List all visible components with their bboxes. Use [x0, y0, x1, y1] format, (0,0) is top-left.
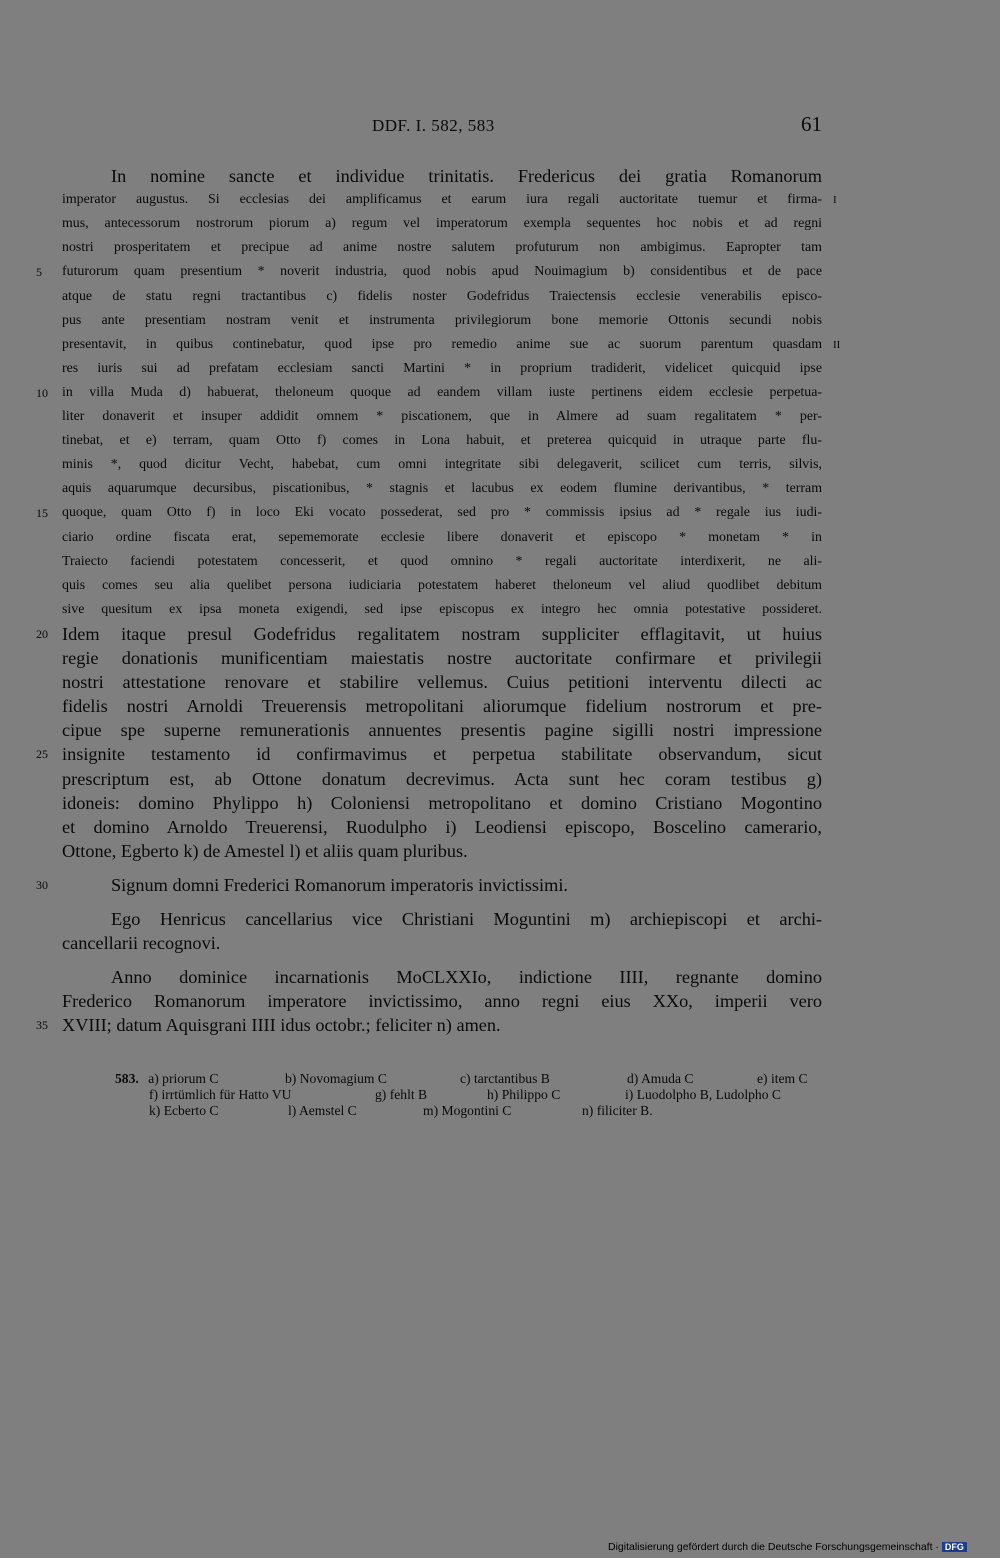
text-line: liter donaverit et insuper addidit omnem * piscationem, que in Almere ad suam regalitatem * per-: [62, 409, 822, 424]
margin-marker: I: [833, 194, 837, 207]
text-line: fidelis nostri Arnoldi Treuerensis metropolitani aliorumque fidelium nostrorum et pre-: [62, 696, 822, 717]
footnote-item: h) Philippo C: [487, 1087, 561, 1102]
footnote-item: n) filiciter B.: [582, 1103, 653, 1118]
footnote-row-1: [115, 1071, 827, 1087]
text-line: futurorum quam presentium * noverit industria, quod nobis apud Nouimagium b) considentibus et de pace: [62, 264, 822, 280]
text-line: Ego Henricus cancellarius vice Christiani Moguntini m) archiepiscopi et archi-: [111, 909, 822, 929]
running-title: DDF. I. 582, 583: [372, 116, 495, 135]
text-line: idoneis: domino Phylippo h) Coloniensi metropolitano et domino Cristiano Mogontino: [62, 792, 822, 813]
footnote-item: g) fehlt B: [375, 1087, 428, 1102]
text-line: imperator augustus. Si ecclesias dei amplificamus et earum iura regali auctoritate tuemur et firma-: [62, 192, 822, 208]
text-line: quoque, quam Otto f) in loco Eki vocato possederat, sed pro * commissis ipsius ad * regale ius iudi-: [62, 505, 822, 521]
footnote-item: l) Aemstel C: [288, 1103, 357, 1118]
text-line: quis comes seu alia quelibet persona iudiciaria potestatem haberet theloneum vel aliud quodlibet debitum: [62, 577, 822, 593]
footer-credit: [608, 1541, 967, 1553]
text-line: nostri prosperitatem et precipue ad anime nostre salutem profuturum non ambigimus. Eapropter tam: [62, 240, 822, 256]
footnote-item: e) item C: [757, 1071, 808, 1086]
text-line: atque de statu regni tractantibus c) fidelis noster Godefridus Traiectensis ecclesie venerabilis episco-: [62, 288, 822, 304]
text-line: cipue spe superne remunerationis annuentes presentis pagine sigilli nostri impressione: [62, 720, 822, 741]
text-line: prescriptum est, ab Ottone donatum decrevimus. Acta sunt hec coram testibus g): [62, 768, 822, 789]
text-line: In nomine sancte et individue trinitatis. Fredericus dei gratia Romanorum: [111, 166, 822, 186]
text-line: tinebat, et e) terram, quam Otto f) comes in Lona habuit, et preterea quicquid in utraque parte flu-: [62, 433, 822, 449]
text-line: in villa Muda d) habuerat, theloneum quoque ad eandem villam iuste pertinens eidem ecclesie perpetua-: [62, 384, 822, 400]
text-line: nostri attestatione renovare et stabilire vellemus. Cuius petitioni interventu dilecti ac: [62, 672, 822, 693]
text-line: res iuris sui ad prefatam ecclesiam sancti Martini * in proprium tradiderit, videlicet quicquid ipse: [62, 360, 822, 376]
text-line: XVIII; datum Aquisgrani IIII idus octobr.; feliciter n) amen.: [62, 1015, 501, 1036]
footnote-item: d) Amuda C: [627, 1071, 694, 1086]
footnote-item: b) Novomagium C: [285, 1071, 387, 1086]
margin-marker: II: [833, 338, 841, 351]
text-line: Ottone, Egberto k) de Amestel l) et aliis quam pluribus.: [62, 840, 468, 861]
footer-text: Digitalisierung gefördert durch die Deutsche Forschungsgemeinschaft ·: [608, 1541, 939, 1553]
text-line: pus ante presentiam nostram venit et instrumenta privilegiorum bone memorie Ottonis secundi nobis: [62, 312, 822, 328]
text-line: Idem itaque presul Godefridus regalitatem nostram suppliciter efflagitavit, ut huius: [62, 623, 822, 644]
text-line: insignite testamento id confirmavimus et perpetua stabilitate observandum, sicut: [62, 744, 822, 765]
text-line: minis *, quod dicitur Vecht, habebat, cum omni integritate sibi delegaverit, scilicet cum terris, silvis,: [62, 457, 822, 473]
footnote-item: i) Luodolpho B, Ludolpho C: [625, 1087, 781, 1102]
dfg-logo: DFG: [942, 1542, 967, 1552]
page-header: [62, 112, 822, 140]
line-number: 25: [36, 747, 48, 762]
text-line: mus, antecessorum nostrorum piorum a) regum vel imperatorum exempla sequentes hoc nobis et ad regni: [62, 216, 822, 232]
footnote-item: a) priorum C: [148, 1071, 219, 1086]
footnote-item: f) irrtümlich für Hatto VU: [149, 1087, 292, 1102]
page-number: 61: [801, 112, 822, 136]
text-line: regie donationis munificentiam maiestatis nostre auctoritate confirmare et privilegii: [62, 648, 822, 668]
text-line: presentavit, in quibus continebatur, quod ipse pro remedio anime sue ac suorum parentum quasdam: [62, 336, 822, 352]
line-number: 30: [36, 877, 48, 892]
line-number: 15: [36, 506, 48, 521]
text-line: Traiecto faciendi potestatem concesserit, et quod omnino * regali auctoritate interdixerit, ne ali-: [62, 553, 822, 569]
line-number: 10: [36, 385, 48, 400]
text-line: et domino Arnoldo Treuerensi, Ruodulpho i) Leodiensi episcopo, Boscelino camerario,: [62, 816, 822, 837]
footnote-label: 583.: [115, 1071, 139, 1086]
line-number: 20: [36, 626, 48, 641]
text-line: Frederico Romanorum imperatore invictissimo, anno regni eius XXo, imperii vero: [62, 991, 822, 1012]
text-line: Anno dominice incarnationis MoCLXXIo, indictione IIII, regnante domino: [111, 967, 822, 988]
line-number: 5: [36, 265, 42, 280]
text-line: sive quesitum ex ipsa moneta exigendi, sed ipse episcopus ex integro hec omnia potestative possideret.: [62, 601, 822, 617]
footnote-item: m) Mogontini C: [423, 1103, 512, 1118]
text-line: aquis aquarumque decursibus, piscationibus, * stagnis et lacubus ex eodem flumine derivantibus, * terram: [62, 481, 822, 497]
text-line: ciario ordine fiscata erat, sepememorate ecclesie libere donaverit et episcopo * monetam * in: [62, 529, 822, 545]
footnote-item: c) tarctantibus B: [460, 1071, 550, 1086]
text-line: Signum domni Frederici Romanorum imperatoris invictissimi.: [111, 874, 568, 895]
line-number: 35: [36, 1018, 48, 1033]
footnote-item: k) Ecberto C: [149, 1103, 219, 1118]
text-line: cancellarii recognovi.: [62, 933, 221, 954]
